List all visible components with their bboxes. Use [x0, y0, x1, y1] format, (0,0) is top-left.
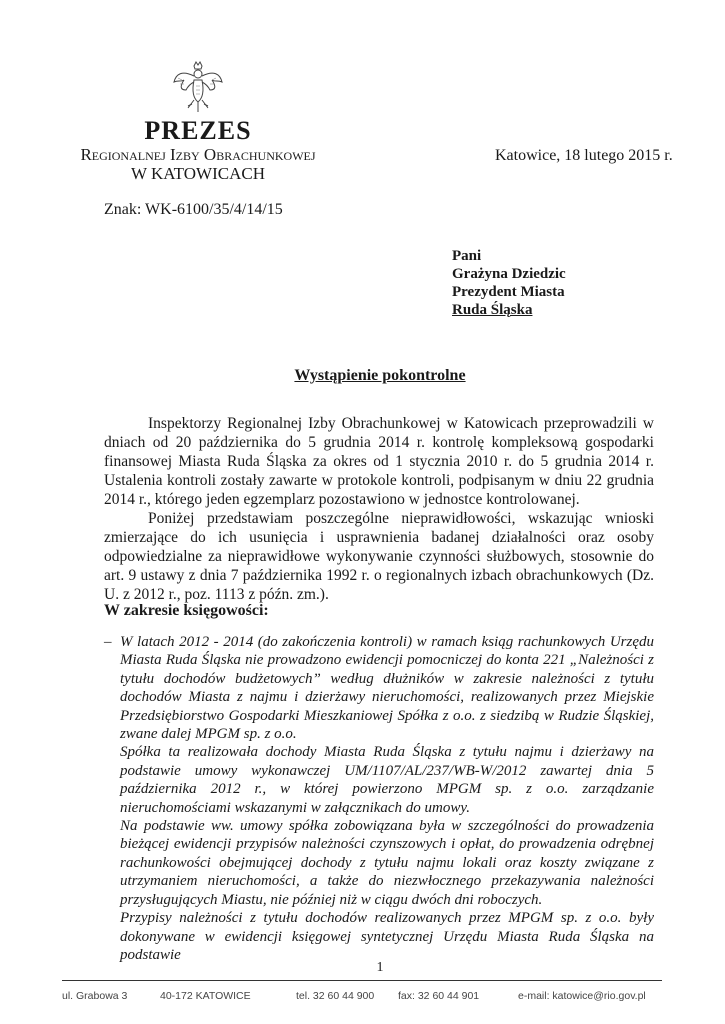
intro-paragraph: Inspektorzy Regionalnej Izby Obrachunkowej w Katowicach przeprowadzili w dniach od 20 października do 5 grudnia 2014 r. kontrolę kompleksową gospodarki finansowej Miasta Ruda Śląska za okres od 1 stycznia 2010 r. do 5 grudnia 2014 r. Ustalenia kontroli zostały zawarte w protokole kontroli, podpisanym w dniu 22 grudnia 2014 r., którego jeden egzemplarz pozostawiono w jednostce kontrolowanej.	[104, 415, 654, 508]
section-heading: W zakresie księgowości:	[104, 602, 269, 619]
footer-email: e-mail: katowice@rio.gov.pl	[518, 990, 646, 1002]
finding-paragraph: Spółka ta realizowała dochody Miasta Ruda Śląska z tytułu najmu i dzierżawy na podstawie umowy wykonawczej UM/1107/AL/237/WB-W/2012 zawartej dnia 5 października 2012 r., w której powierzono MPGM sp. z o.o. zarządzanie nieruchomościami wskazanymi w załącznikach do umowy.	[120, 744, 654, 816]
addressee-position: Prezydent Miasta	[452, 284, 565, 300]
finding-paragraph: W latach 2012 - 2014 (do zakończenia kontroli) w ramach ksiąg rachunkowych Urzędu Miasta Ruda Śląska nie prowadzono ewidencji pomocniczej do konta 221 „Należności z tytułu dochodów budżetowych” według dłużników w zakresie należności z tytułu dochodów Miasta z najmu i dzierżawy nieruchomości, realizowanych przez Miejskie Przedsiębiorstwo Gospodarki Mieszkaniowej Spółka z o.o. z siedzibą w Rudzie Śląskiej, zwane dalej MPGM sp. z o.o.	[120, 634, 654, 743]
finding-paragraph: Na podstawie ww. umowy spółka zobowiązana była w szczególności do prowadzenia bieżącej ewidencji przypisów należności czynszowych i opłat, do prowadzenia odrębnej rachunkowości obejmującej dochody z tytułu najmu lokali oraz koszty związane z utrzymaniem nieruchomości, a także do niezwłocznego przekazywania należności przysługujących Miastu, nie później niż w ciągu dwóch dni roboczych.	[120, 818, 654, 908]
reference-number: Znak: WK-6100/35/4/14/15	[104, 201, 283, 218]
organization-city: W KATOWICACH	[131, 164, 265, 183]
addressee-city: Ruda Śląska	[452, 302, 533, 318]
finding-item	[104, 633, 654, 964]
addressee-salutation: Pani	[452, 248, 482, 264]
footer-divider	[62, 980, 662, 981]
intro-paragraph: Poniżej przedstawiam poszczególne nieprawidłowości, wskazując wnioski zmierzające do ich usunięcia i usprawnienia badanej działalności oraz osoby odpowiedzialne za nieprawidłowe wykonywanie czynności służbowych, stosownie do art. 9 ustawy z dnia 7 października 1992 r. o regionalnych izbach obrachunkowych (Dz. U. z 2012 r., poz. 1113 z późn. zm.).	[104, 510, 654, 603]
intro-text	[104, 414, 654, 604]
document-subject: Wystąpienie pokontrolne	[294, 367, 466, 384]
eagle-emblem-icon	[172, 60, 224, 116]
addressee-name: Grażyna Dziedzic	[452, 266, 566, 282]
finding-paragraph: Przypisy należności z tytułu dochodów realizowanych przez MPGM sp. z o.o. były dokonywane w ewidencji księgowej syntetycznej Urzędu Miasta Ruda Śląska na podstawie	[120, 910, 654, 963]
organization-name: Regionalnej Izby Obrachunkowej	[80, 145, 316, 164]
page-number: 1	[376, 960, 384, 975]
addressee-block	[452, 247, 566, 319]
header-title: PREZES	[144, 116, 252, 145]
footer-fax: fax: 32 60 44 901	[398, 990, 480, 1002]
bullet-dash: –	[104, 634, 112, 650]
place-date: Katowice, 18 lutego 2015 r.	[495, 147, 673, 164]
footer-postal: 40-172 KATOWICE	[160, 990, 251, 1002]
footer-address: ul. Grabowa 3	[62, 990, 128, 1002]
footer-phone: tel. 32 60 44 900	[296, 990, 375, 1002]
